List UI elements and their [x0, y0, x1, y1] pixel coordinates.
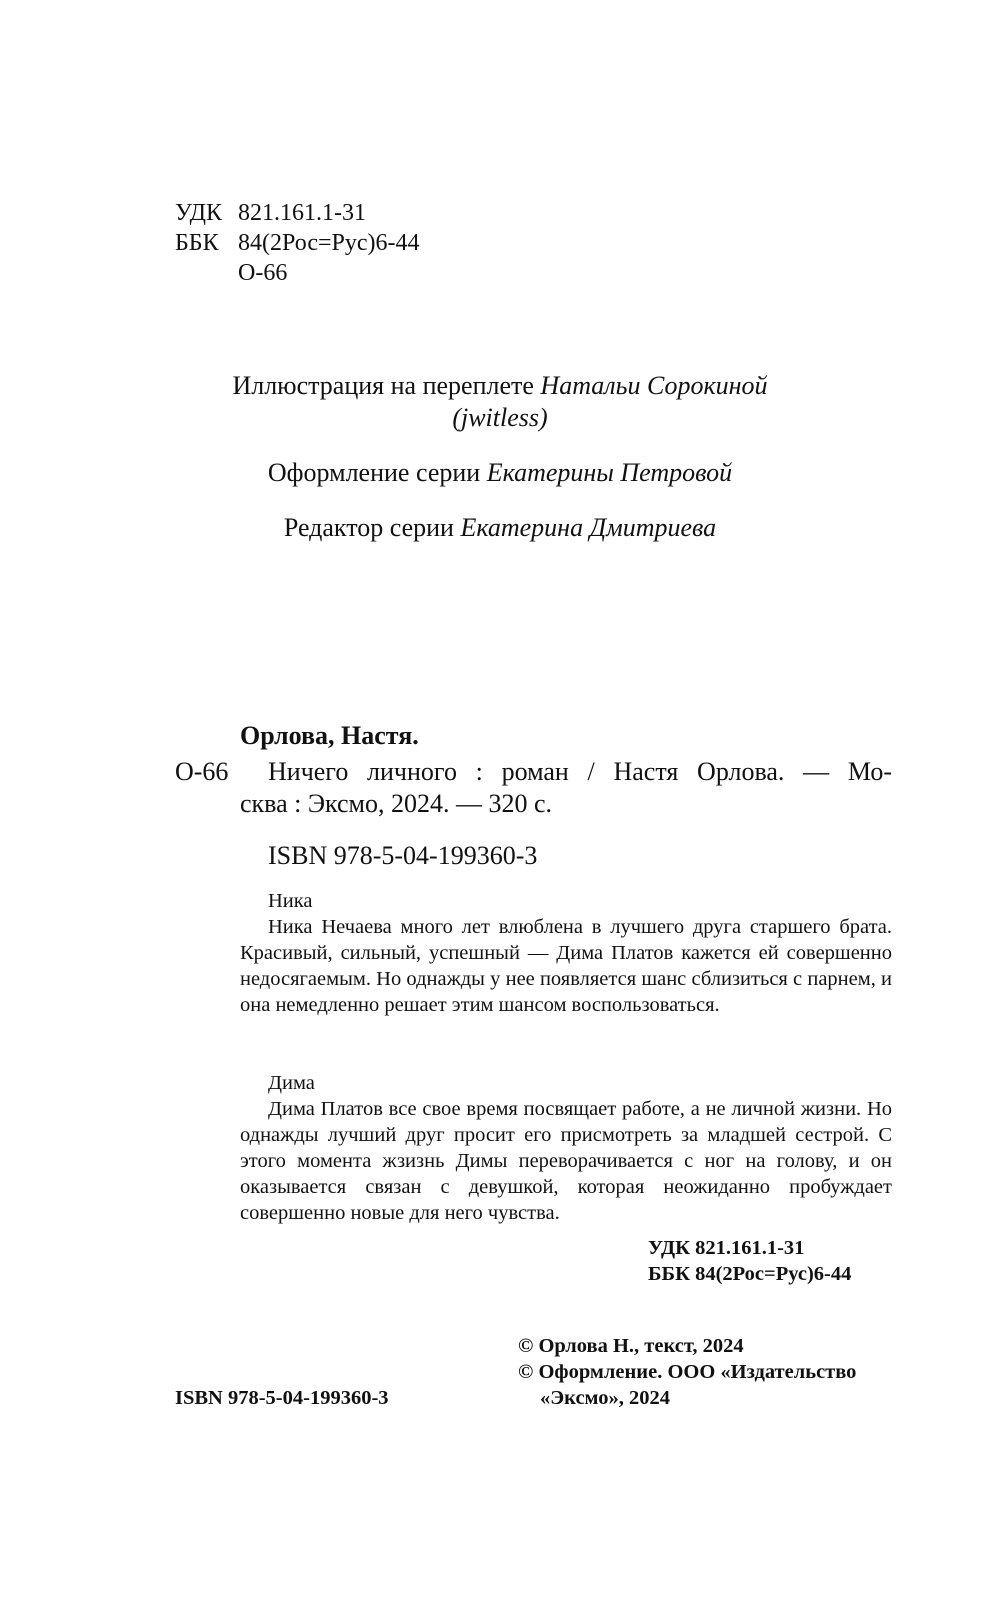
nika-heading: Ника — [268, 890, 313, 912]
series-designer: Екатерины Петровой — [486, 458, 733, 487]
series-editor: Екатерина Дмитриева — [460, 513, 717, 542]
series-editor-role: Редактор серии — [283, 513, 454, 542]
illustration-credit — [0, 370, 1000, 402]
udk-value: 821.161.1-31 — [238, 200, 366, 226]
series-design-credit — [0, 457, 1000, 489]
catalog-title-line2: сква : Эксмо, 2024. — 320 с. — [240, 789, 553, 818]
bbk-label: ББК — [175, 230, 219, 256]
copyright-text: © Орлова Н., текст, 2024 — [518, 1335, 744, 1357]
footer-bbk: ББК 84(2Рос=Рус)6-44 — [648, 1263, 852, 1285]
nika-paragraph: Ника Нечаева много лет влюблена в лучшего друга старшего брата. Красивый, сильный, успешный — Дима Платов кажется ей совершенно недосягаемым. Но однажды у нее появляется шанс сблизиться с парнем, и она немедленно решает этим шансом воспользоваться. — [240, 916, 892, 1016]
dima-paragraph: Дима Платов все свое время посвящает работе, а не личной жизни. Но однажды лучший друг просит его присмотреть за младшей сестрой. С этого момента жзизнь Димы переворачивается с ног на голову, и он оказывается связан с девушкой, которая неожиданно пробуждает совершенно новые для него чувства. — [240, 1098, 892, 1224]
illustration-artist: Натальи Сорокиной — [540, 371, 768, 400]
author-mark: О-66 — [238, 260, 288, 286]
series-design-role: Оформление серии — [267, 458, 481, 487]
udk-label: УДК — [175, 200, 222, 226]
footer-isbn: ISBN 978-5-04-199360-3 — [175, 1387, 389, 1409]
illustration-alias: (jwitless) — [452, 403, 548, 432]
copyright-design: © Оформление. ООО «Издательство — [518, 1361, 857, 1383]
catalog-title-line1: Ничего личного : роман / Настя Орлова. — Мо- — [268, 757, 892, 786]
series-editor-credit — [0, 512, 1000, 544]
catalog-mark: О-66 — [175, 757, 229, 786]
catalog-isbn: ISBN 978-5-04-199360-3 — [268, 841, 538, 870]
illustration-role: Иллюстрация на переплете — [232, 371, 534, 400]
copyright-publisher: «Эксмо», 2024 — [540, 1387, 670, 1409]
catalog-author: Орлова, Настя. — [240, 721, 419, 750]
bbk-value: 84(2Рос=Рус)6-44 — [238, 230, 420, 256]
dima-heading: Дима — [268, 1072, 315, 1094]
footer-udk: УДК 821.161.1-31 — [648, 1237, 805, 1259]
